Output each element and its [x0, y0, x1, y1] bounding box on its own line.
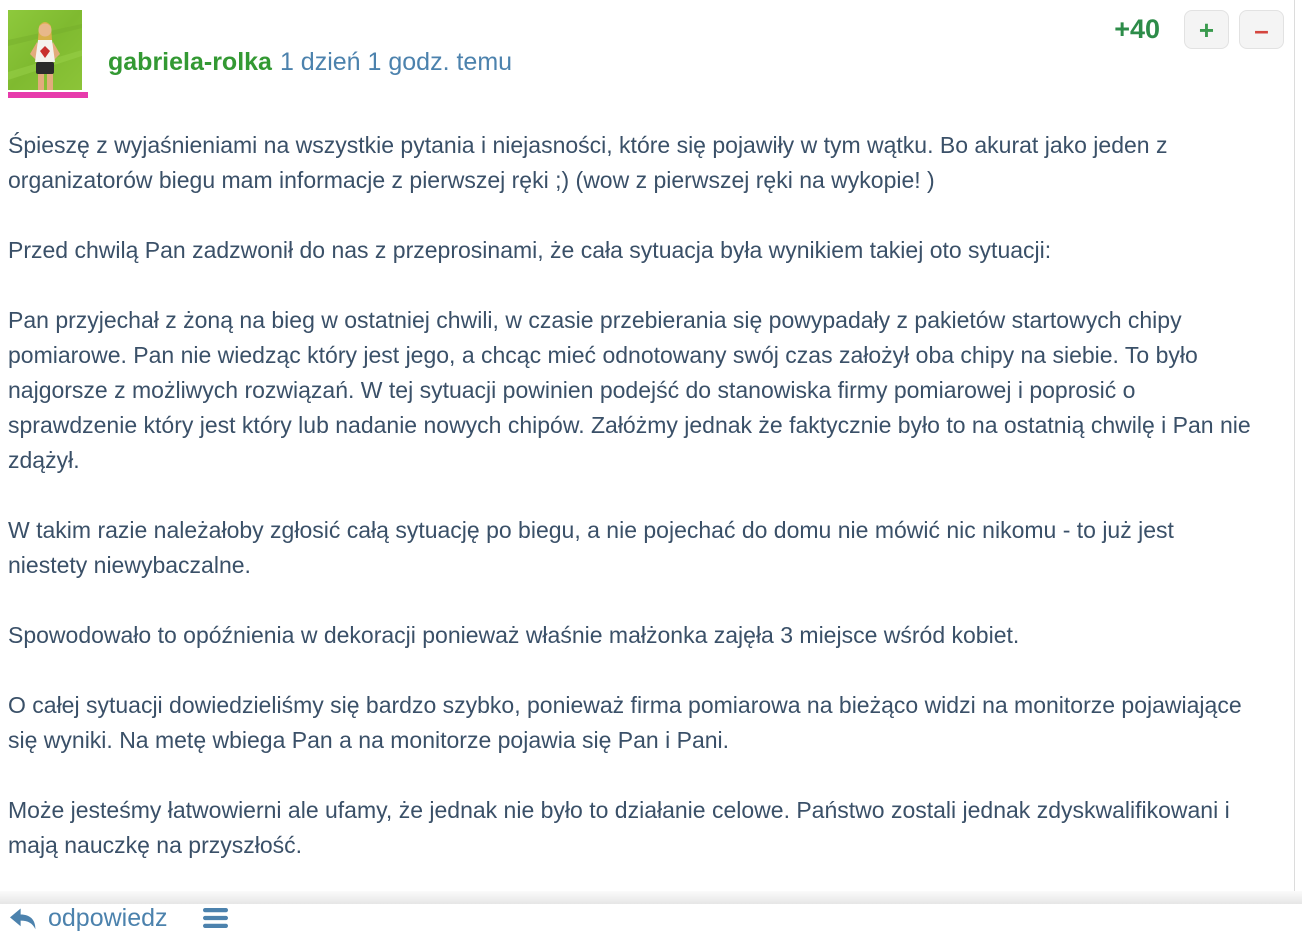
comment-paragraph: Przed chwilą Pan zadzwonił do nas z przeprosinami, że cała sytuacja była wynikiem takiej oto sytuacji:: [8, 237, 1052, 263]
comment-paragraph: Śpieszę z wyjaśnieniami na wszystkie pytania i niejasności, które się pojawiły w tym wątku. Bo akurat jako jeden z organizatorów biegu mam informacje z pierwszej ręki ;) (wow z pierwszej ręki na wykopie! ): [8, 132, 1168, 193]
comment-paragraph: W takim razie należałoby zgłosić całą sytuację po biegu, a nie pojechać do domu nie mówić nic nikomu - to już jest niestety niewybaczalne.: [8, 517, 1174, 578]
comment-paragraph: Może jesteśmy łatwowierni ale ufamy, że jednak nie było to działanie celowe. Państwo zostali jednak zdyskwalifikowani i mają nauczkę na przyszłość.: [8, 797, 1230, 858]
comment-body: [0, 99, 1294, 863]
reply-arrow-icon: [8, 905, 38, 931]
avatar-image: [8, 10, 82, 90]
minus-icon: –: [1254, 14, 1269, 45]
comment-paragraph: Spowodowało to opóźnienia w dekoracji ponieważ właśnie małżonka zajęła 3 miejsce wśród kobiet.: [8, 622, 1020, 648]
comment-paragraph: Pan przyjechał z żoną na bieg w ostatniej chwili, w czasie przebierania się powypadały z pakietów startowych chipy pomiarowe. Pan nie wiedząc który jest jego, a chcąc mieć odnotowany swój czas założył oba chipy na siebie. To było najgorsze z możliwych rozwiązań. W tej sytuacji powinien podejść do stanowiska firmy pomiarowej i poprosić o sprawdzenie który jest który lub nadanie nowych chipów. Załóżmy jednak że faktycznie było to na ostatnią chwilę i Pan nie zdążył.: [8, 307, 1251, 473]
vote-area: [1114, 10, 1284, 49]
reply-button[interactable]: [8, 904, 168, 933]
comment-paragraph: O całej sytuacji dowiedzieliśmy się bardzo szybko, ponieważ firma pomiarowa na bieżąco widzi na monitorze pojawiające się wyniki. Na metę wbiega Pan a na monitorze pojawia się Pan i Pani.: [8, 692, 1242, 753]
gender-bar: [8, 92, 88, 98]
reply-label: odpowiedz: [48, 903, 168, 932]
vote-down-button[interactable]: [1239, 10, 1284, 49]
comment-options-button[interactable]: [202, 907, 229, 929]
comment-footer: [0, 898, 1294, 938]
plus-icon: +: [1198, 14, 1215, 45]
author-line: [108, 48, 512, 77]
comment-timestamp: 1 dzień 1 godz. temu: [279, 48, 513, 76]
vote-up-button[interactable]: [1184, 10, 1229, 49]
vote-score: +40: [1114, 14, 1160, 44]
comment-header: [0, 0, 1294, 99]
hamburger-menu-icon: [202, 907, 229, 929]
bottom-gradient-strip: [0, 891, 1302, 904]
author-username-link[interactable]: gabriela-rolka: [108, 48, 272, 76]
avatar[interactable]: [8, 10, 88, 98]
